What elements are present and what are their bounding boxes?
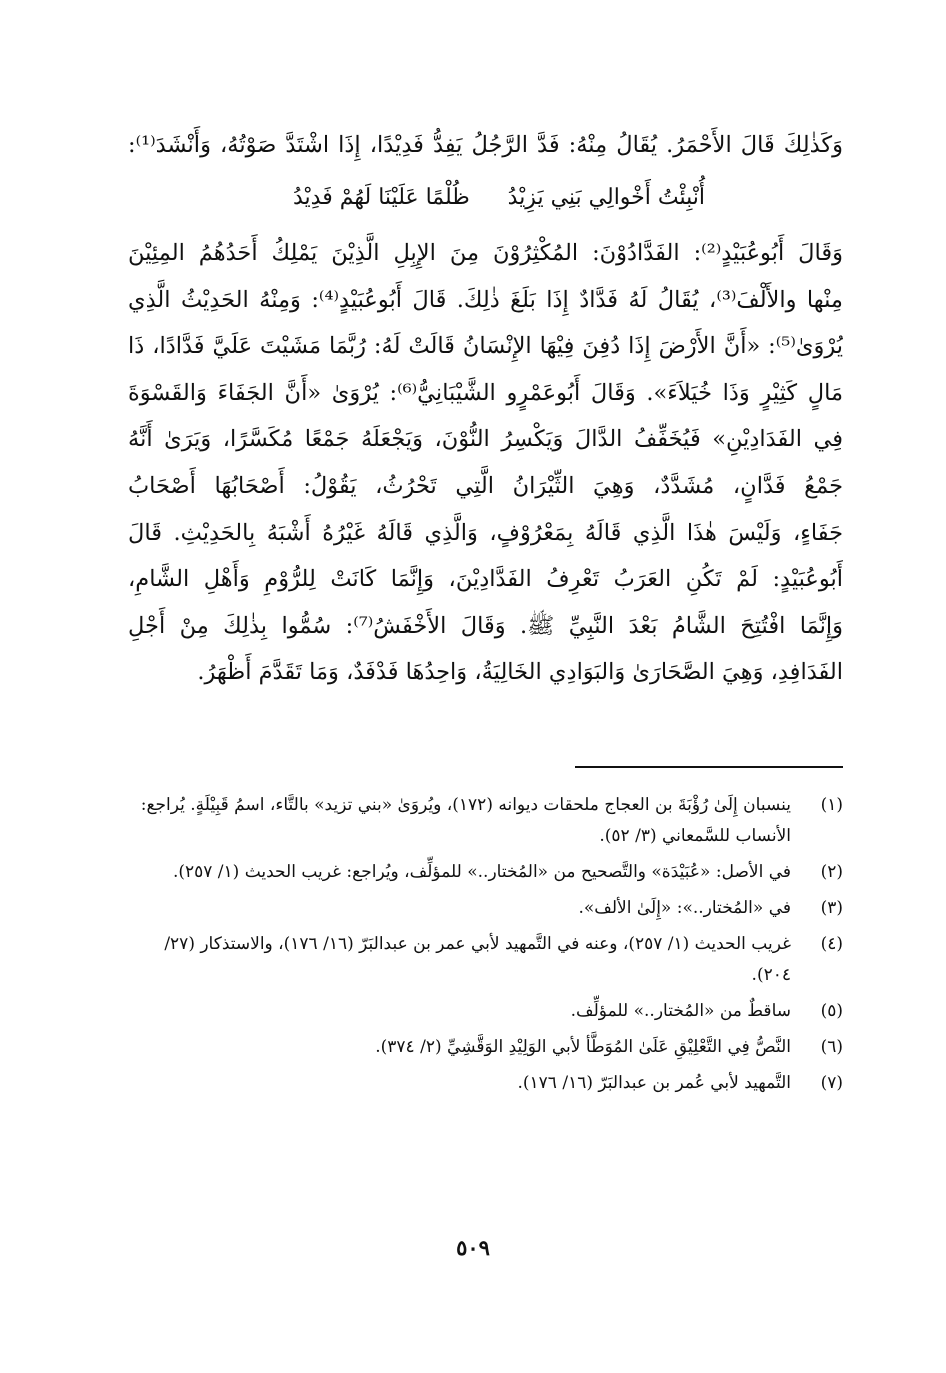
verse-first-hemistich: أُنْبِئْتُ أَخْوالِي بَنِي يَزِيْدُ bbox=[507, 185, 705, 210]
footnote-number: (٤) bbox=[820, 934, 843, 954]
paragraph-line: مَالٍ كَثِيْرٍ وَذَا خُيَلاَءَ». وَقَالَ أَبُوعَمْرٍو الشَّيْبَانِيُّ⁽⁶⁾: يُرْوَىٰ «أَنَّ الجَفَاءَ وَالقَسْوَةَ bbox=[128, 379, 843, 406]
paragraph-line: الفَدَافِدِ، وَهِيَ الصَّحَارَىٰ وَالبَوَادِي الخَالِيَةُ، وَاحِدُهَا فَدْفَدٌ، وَمَا تَقَدَّمَ أَظْهَرُ. bbox=[197, 659, 843, 686]
paragraph-line: أَبُوعُبَيْدٍ: لَمْ تَكُنِ العَرَبُ تَعْرِفُ الفَدَّادِيْنَ، وَإِنَّمَا كَانَتْ لِلرُّوْمِ وَأَهْلِ الشَّامِ، bbox=[128, 566, 843, 593]
paragraph-line: وَقَالَ أَبُوعُبَيْدٍ⁽²⁾: الفَدَّادُوْنَ: المُكْثِرُوْنَ مِنَ الإِبِلِ الَّذِيْنَ يَمْلِكُ أَحَدُهُمُ المِئِيْنَ bbox=[128, 240, 843, 266]
paragraph-line: مِنْها والأَلْفَ⁽³⁾، يُقَالُ لَهُ فَدَّادٌ إِذَا بَلَغَ ذٰلِكَ. قَالَ أَبُوعُبَيْدٍ⁽⁴⁾: وَمِنْهُ الحَدِيْثُ الَّذِي bbox=[128, 286, 843, 313]
footnote-text: التَّمهيد لأبي عُمر بن عبدالبَرّ (١٦/ ١٧٦). bbox=[517, 1073, 791, 1093]
footnote-text: ساقطٌ من «المُختار..» للمؤلِّف. bbox=[570, 1001, 791, 1021]
footnote-text: غريب الحديث (١/ ٢٥٧)، وعنه في التَّمهيد لأبي عمر بن عبدالبَرّ (١٦/ ١٧٦)، والاستذكار (٢٧/ ٢٠٤). bbox=[164, 934, 791, 985]
footnote-number: (٢) bbox=[820, 862, 843, 882]
paragraph-line: وَإِنَّمَا افْتُتِحَ الشَّامُ بَعْدَ النَّبِيِّ ﷺ. وَقَالَ الأَخْفَشُ⁽⁷⁾: سُمُّوا بِذٰلِكَ مِنْ أَجْلِ bbox=[128, 612, 843, 639]
verse-second-hemistich: ظُلْمًا عَلَيْنَا لَهُمْ فَدِيْدُ bbox=[293, 185, 470, 210]
paragraph-line: وَكَذٰلِكَ قَالَ الأَحْمَرُ. يُقَالُ مِنْهُ: فَدَّ الرَّجُلُ يَفِدُّ فَدِيْدًا، إِذَا اشْتَدَّ صَوْتُهُ، وَأَنْشَدَ⁽¹⁾: bbox=[128, 132, 843, 158]
poetry-verse bbox=[128, 185, 843, 229]
footnote bbox=[128, 1032, 843, 1063]
main-text bbox=[128, 230, 843, 696]
footnotes bbox=[128, 790, 843, 1104]
footnote bbox=[128, 929, 843, 991]
footnote-text: في الأصل: «عُبَيْدَة» والتَّصحيح من «المُختار..» للمؤلِّف، ويُراجع: غريب الحديث (١/ ٢٥٧). bbox=[172, 862, 791, 882]
footnote-number: (٦) bbox=[820, 1037, 843, 1057]
paragraph-line: جَفَاءٍ، وَلَيْسَ هٰذَا الَّذِي قَالَهُ بِمَعْرُوْفٍ، وَالَّذِي قَالَهُ غَيْرُهُ أَشْبَهُ بِالحَدِيْثِ. قَالَ bbox=[128, 519, 843, 546]
footnote bbox=[128, 1068, 843, 1099]
footnote-number: (٣) bbox=[820, 898, 843, 918]
paragraph-line: جَمْعُ فَدَّانٍ، مُشَدَّدٌ، وَهِيَ الثِّيْرَانُ الَّتِي تَحْرُثُ، يَقُوْلُ: أَصْحَابُهَا أَصْحَابُ bbox=[128, 472, 843, 499]
page-number: ٥٠٩ bbox=[456, 1235, 490, 1260]
footnote bbox=[128, 857, 843, 888]
footnote-number: (٧) bbox=[820, 1073, 843, 1093]
footnote-text: في «المُختار..»: «إِلَىٰ الألف». bbox=[578, 898, 791, 918]
footnote bbox=[128, 996, 843, 1027]
footnote bbox=[128, 893, 843, 924]
footnote-text: ينسبان إِلَىٰ رُؤْبَةَ بن العجاج ملحقات ديوانه (١٧٢)، ويُروَىٰ «بني تزيد» بالتَّاء، اسمُ قَبِيْلَةٍ. يُراجع: الأنساب للسَّمعاني (٣/ ٥٢). bbox=[140, 795, 791, 846]
footnote-number: (٥) bbox=[820, 1001, 843, 1021]
paragraph-line: فِي الفَدَادِيْنِ» فَيُخَفِّفُ الدَّالَ وَيَكْسِرُ النُّوْنَ، وَيَجْعَلَهُ جَمْعًا مُكَسَّرًا، وَيَرَىٰ أَنَّهُ bbox=[128, 426, 843, 453]
footnote-divider bbox=[575, 766, 843, 768]
footnote bbox=[128, 790, 843, 852]
footnote-text: النَّصُّ فِي التَّعْلِيْقِ عَلَىٰ المُوَطَّأ لأبي الوَلِيْدِ الوَقَّشِيِّ (٢/ ٣٧٤). bbox=[375, 1037, 791, 1057]
footnote-number: (١) bbox=[820, 795, 843, 815]
paragraph-line: يُرْوَىٰ⁽⁵⁾: «أَنَّ الأَرْضَ إِذَا دُفِنَ فِيْهَا الإِنْسَانُ قَالَتْ لَهُ: رُبَّمَا مَشَيْتَ عَلَيَّ فَدَّادًا، ذَا bbox=[128, 333, 843, 360]
